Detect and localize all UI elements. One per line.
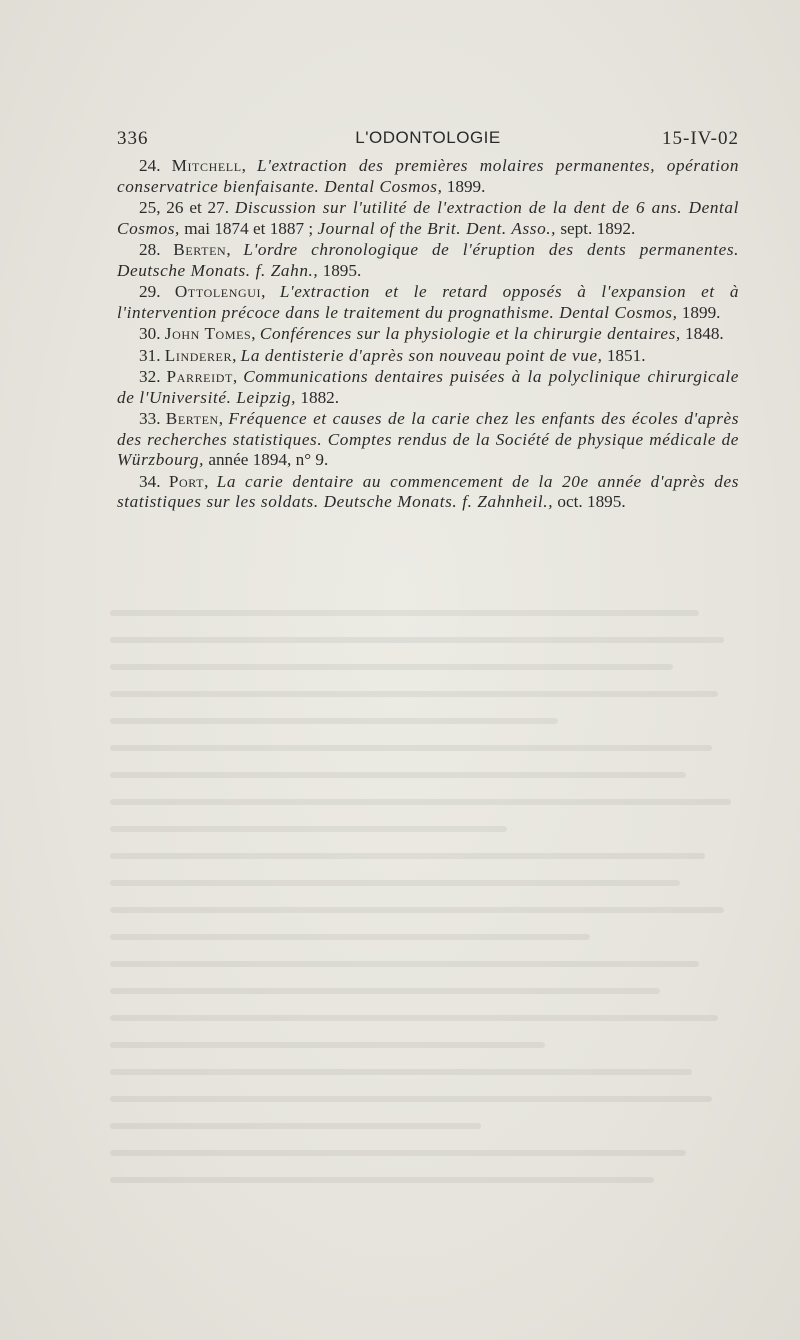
reference-author: Ottolengui	[174, 282, 262, 301]
reference-title: Communications dentaires puisées à la polyclinique chirurgicale de l'Université. Leipzig,	[117, 367, 740, 407]
reference-list	[117, 156, 739, 514]
reference-number: 29.	[139, 282, 161, 301]
page-header	[117, 128, 739, 152]
reference-separator: ,	[218, 409, 229, 428]
reference-details: 1899.	[677, 302, 721, 322]
reference-number: 32.	[139, 367, 161, 386]
running-title: L'ODONTOLOGIE	[355, 128, 501, 147]
reference-separator: ,	[226, 240, 244, 259]
reference-number: 24.	[139, 156, 161, 175]
reference-author: Mitchell	[171, 156, 242, 175]
page-number: 336	[117, 128, 149, 149]
reference-number: 34.	[139, 471, 161, 491]
reference-number: 31.	[139, 345, 161, 365]
reference-item	[117, 409, 739, 471]
reference-item	[117, 367, 739, 408]
reference-details: 1848.	[680, 324, 724, 343]
show-through-texture	[110, 610, 750, 1210]
reference-author: Port	[168, 471, 205, 491]
reference-title: L'ordre chronologique de l'éruption des dents permanentes. Deutsche Monats. f. Zahn.,	[117, 240, 740, 280]
reference-item	[117, 282, 739, 323]
reference-title: La dentisterie d'après son nouveau point de vue,	[240, 345, 603, 365]
reference-separator: ,	[232, 367, 244, 386]
reference-details: mai 1874 et 1887 ;	[179, 218, 318, 238]
reference-separator: ,	[241, 156, 258, 175]
reference-number: 25, 26 et 27.	[139, 198, 230, 217]
reference-details: 1899.	[442, 176, 486, 196]
reference-author: Linderer	[164, 345, 233, 365]
reference-title: L'extraction des premières molaires permanentes, opération conservatrice bienfaisante. Dental Cosmos,	[117, 156, 740, 196]
reference-title-secondary: Journal of the Brit. Dent. Asso.,	[317, 218, 557, 238]
reference-separator: ,	[251, 324, 260, 343]
reference-details: 1895.	[318, 260, 362, 280]
reference-author: Berten	[165, 409, 219, 428]
reference-item	[117, 324, 739, 345]
reference-separator: ,	[204, 471, 217, 491]
reference-details: 1882.	[296, 387, 340, 407]
reference-details-secondary: sept. 1892.	[556, 218, 636, 238]
reference-number: 28.	[139, 240, 161, 259]
reference-title: Discussion sur l'utilité de l'extraction de la dent de 6 ans. Dental Cosmos,	[117, 198, 740, 238]
reference-details: oct. 1895.	[553, 492, 626, 511]
issue-date: 15-IV-02	[662, 128, 739, 149]
reference-title: La carie dentaire au commencement de la 20e année d'après des statistiques sur les soldats. Deutsche Monats. f. Zahnheil.,	[117, 471, 739, 511]
reference-details: 1851.	[602, 345, 646, 365]
reference-item	[117, 198, 739, 239]
reference-number: 33.	[139, 409, 161, 428]
reference-details: année 1894, n° 9.	[204, 450, 329, 469]
reference-item	[117, 346, 739, 367]
reference-title: L'extraction et le retard opposés à l'expansion et à l'intervention précoce dans le traitement du prognathisme. Dental Cosmos,	[117, 282, 740, 322]
reference-author: John Tomes	[164, 324, 252, 343]
reference-separator: ,	[232, 345, 241, 365]
reference-item	[117, 156, 739, 197]
reference-author: Berten	[173, 240, 227, 259]
reference-separator: ,	[261, 282, 280, 301]
reference-title: Fréquence et causes de la carie chez les enfants des écoles d'après des recherches statistiques. Comptes rendus de la Société de physique médicale de Würzbourg,	[117, 409, 740, 469]
reference-item	[117, 472, 739, 513]
reference-item	[117, 240, 739, 281]
reference-author: Parreidt	[166, 367, 233, 386]
reference-title: Conférences sur la physiologie et la chirurgie dentaires,	[259, 324, 681, 343]
reference-number: 30.	[139, 324, 161, 343]
